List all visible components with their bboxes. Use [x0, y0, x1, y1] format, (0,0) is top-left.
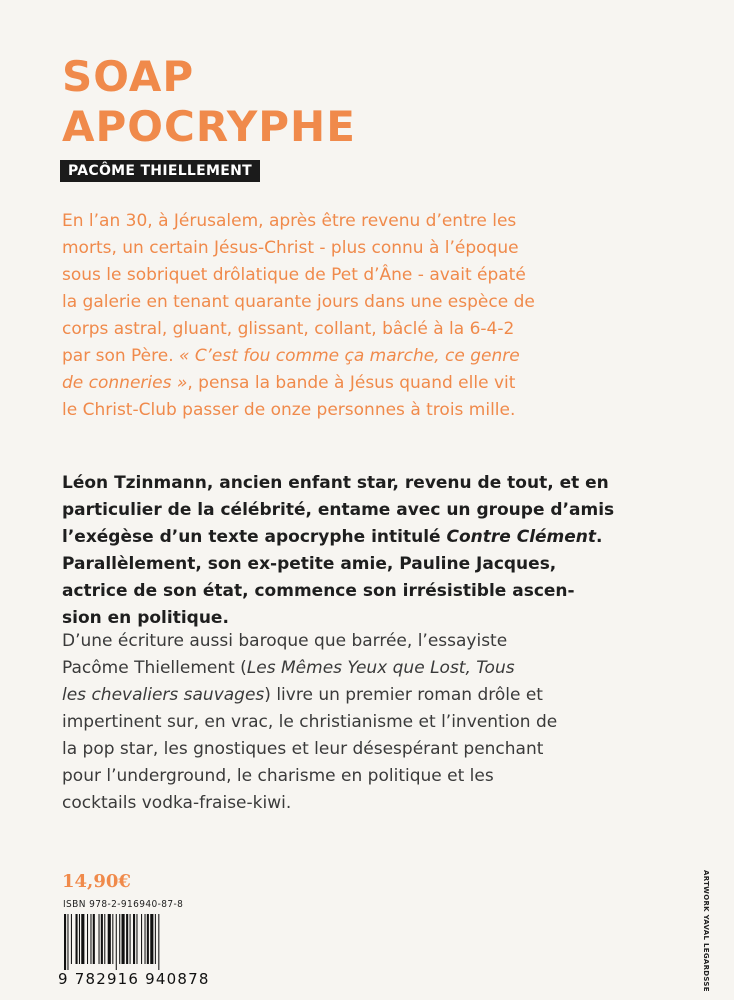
barcode-bar: [87, 914, 88, 964]
barcode-bar: [81, 914, 84, 964]
barcode-bar: [116, 914, 117, 970]
blurb-line: sous le sobriquet drôlatique de Pet d’Âne - avait épaté: [62, 265, 526, 285]
barcode-bar: [133, 914, 135, 964]
blurb-plot-paragraph: [62, 470, 672, 632]
barcode-bar: [147, 914, 149, 964]
author-badge: PACÔME THIELLEMENT: [60, 160, 260, 182]
blurb-line: [62, 682, 672, 709]
barcode-bar: [90, 914, 91, 964]
blurb-quote: de conneries »: [62, 373, 188, 393]
blurb-line: le Christ-Club passer de onze personnes à trois mille.: [62, 400, 516, 420]
blurb-italic-title: les chevaliers sauvages: [62, 685, 265, 705]
barcode-bar: [158, 914, 159, 970]
barcode-bar: [130, 914, 131, 964]
blurb-line: D’une écriture aussi baroque que barrée, l’essayiste: [62, 631, 508, 651]
barcode-bar: [101, 914, 103, 964]
barcode-bar: [150, 914, 153, 964]
blurb-line: En l’an 30, à Jérusalem, après être revenu d’entre les: [62, 211, 517, 231]
barcode-bar: [93, 914, 95, 964]
blurb-line: sion en politique.: [62, 608, 229, 628]
book-title-line-1: SOAP: [62, 52, 195, 101]
blurb-line: corps astral, gluant, glissant, collant, bâclé à la 6-4-2: [62, 319, 515, 339]
price-label: 14,90€: [62, 871, 131, 892]
barcode-bar: [76, 914, 78, 964]
barcode-bar: [155, 914, 156, 964]
blurb-line: Parallèlement, son ex-petite amie, Pauline Jacques,: [62, 554, 557, 574]
barcode-bar: [79, 914, 80, 964]
blurb-line: pour l’underground, le charisme en politique et les: [62, 766, 494, 786]
blurb-text: par son Père.: [62, 346, 174, 366]
barcode-bar: [99, 914, 100, 964]
barcode-bar: [108, 914, 111, 964]
blurb-line: [62, 524, 672, 551]
blurb-line: [62, 655, 672, 682]
barcode-graphic: [60, 914, 200, 970]
barcode-bar: [145, 914, 146, 964]
barcode-digits: 9 782916 940878: [58, 970, 210, 988]
barcode-bar: [136, 914, 137, 964]
blurb-line: cocktails vodka-fraise-kiwi.: [62, 793, 292, 813]
artwork-credit: ARTWORK YAVAL LEGARDSSE: [702, 870, 710, 992]
barcode-bar: [141, 914, 142, 964]
isbn-label: ISBN 978-2-916940-87-8: [63, 899, 184, 910]
blurb-line: la galerie en tenant quarante jours dans une espèce de: [62, 292, 535, 312]
barcode-bar: [126, 914, 128, 964]
book-title-line-2: APOCRYPHE: [62, 102, 356, 151]
blurb-text: ) livre un premier roman drôle et: [264, 685, 543, 705]
blurb-line: [62, 370, 672, 397]
blurb-intro-paragraph: [62, 208, 672, 424]
blurb-line: [62, 343, 672, 370]
barcode-bar: [64, 914, 66, 970]
book-title: [62, 52, 356, 152]
blurb-line: Léon Tzinmann, ancien enfant star, revenu de tout, et en: [62, 473, 609, 493]
blurb-line: actrice de son état, commence son irrésistible ascen-: [62, 581, 575, 601]
barcode-bar: [104, 914, 105, 964]
barcode-bar: [67, 914, 68, 970]
blurb-line: particulier de la célébrité, entame avec un groupe d’amis: [62, 500, 615, 520]
barcode-bar: [119, 914, 120, 964]
blurb-italic-title: Les Mêmes Yeux que Lost, Tous: [246, 658, 515, 678]
blurb-line: impertinent sur, en vrac, le christianisme et l’invention de: [62, 712, 558, 732]
blurb-author-paragraph: [62, 628, 672, 817]
blurb-line: la pop star, les gnostiques et leur désespérant penchant: [62, 739, 544, 759]
blurb-text: , pensa la bande à Jésus quand elle vit: [187, 373, 516, 393]
barcode-bar: [122, 914, 125, 964]
barcode-bar: [112, 914, 113, 964]
blurb-line: morts, un certain Jésus-Christ - plus connu à l’époque: [62, 238, 519, 258]
blurb-text: l’exégèse d’un texte apocryphe intitulé: [62, 527, 441, 547]
blurb-italic-title: Contre Clément: [446, 527, 597, 547]
blurb-text: .: [596, 527, 603, 547]
blurb-quote: « C’est fou comme ça marche, ce genre: [179, 346, 520, 366]
barcode-bar: [71, 914, 72, 964]
blurb-text: Pacôme Thiellement (: [62, 658, 247, 678]
